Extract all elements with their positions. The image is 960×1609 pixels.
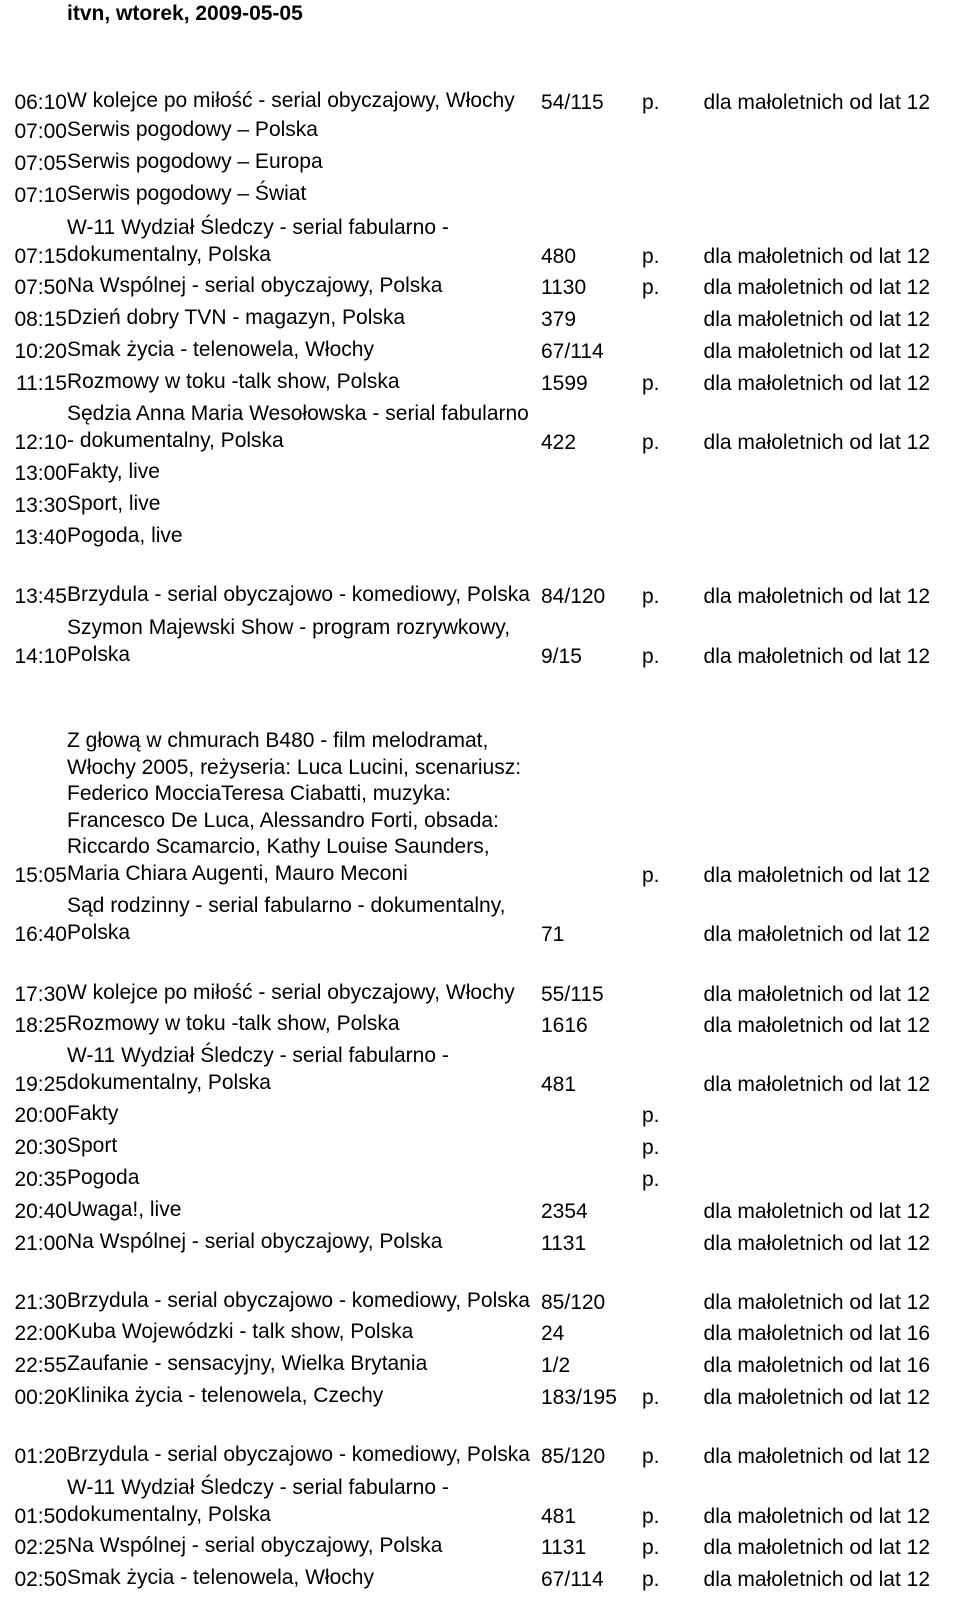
time-cell: 13:45 [14,585,67,608]
title-cell: W-11 Wydział Śledczy - serial fabularno - dokumentalny, Polska [67,1044,449,1094]
time-cell: 01:20 [14,1445,67,1468]
episode-cell: 379 [541,308,577,331]
episode-cell: 1/2 [541,1354,571,1377]
time-cell: 13:30 [14,494,67,517]
title-cell: Z głową w chmurach B480 - film melodramat, Włochy 2005, reżyseria: Luca Lucini, scenariusz: Federico MocciaTeresa Ciabatti, muzyka: Francesco De Luca, Alessandro Forti, obsada: Riccardo Scamarcio, Kathy Louise Saunders, Maria Chiara Augenti, Mauro Meconi [67,729,522,885]
title-cell: Sport, live [67,491,161,515]
title-cell: Klinika życia - telenowela, Czechy [67,1383,384,1407]
episode-cell: 24 [541,1322,565,1345]
title-cell: Serwis pogodowy – Polska [67,117,318,141]
time-cell: 07:10 [14,184,67,207]
table-row [0,1132,960,1159]
episode-cell: 481 [541,1505,577,1528]
title-cell: Dzień dobry TVN - magazyn, Polska [67,305,406,329]
table-row [0,1258,960,1314]
premiere-cell: p. [642,645,660,668]
table-row [0,1472,960,1528]
premiere-cell: p. [642,1445,660,1468]
episode-cell: 1131 [541,1232,587,1255]
time-cell: 13:00 [14,462,67,485]
premiere-cell: p. [642,245,660,268]
title-cell: Kuba Wojewódzki - talk show, Polska [67,1319,414,1343]
episode-cell: 9/15 [541,645,582,668]
premiere-cell: p. [642,1568,660,1591]
title-cell: Sąd rodzinny - serial fabularno - dokumentalny, Polska [67,894,506,944]
rating-cell: dla małoletnich od lat 16 [703,1354,930,1377]
time-cell: 20:30 [14,1136,67,1159]
title-cell: Fakty, live [67,459,160,483]
time-cell: 20:00 [14,1104,67,1127]
time-cell: 08:15 [14,308,67,331]
table-row [0,672,960,887]
premiere-cell: p. [642,276,660,299]
rating-cell: dla małoletnich od lat 12 [703,864,930,887]
title-cell: Rozmowy w toku -talk show, Polska [67,1011,400,1035]
episode-cell: 85/120 [541,1445,606,1468]
time-cell: 22:55 [14,1354,67,1377]
table-row [0,950,960,1006]
table-row [0,552,960,608]
title-cell: Sędzia Anna Maria Wesołowska - serial fabularno - dokumentalny, Polska [67,402,529,452]
episode-cell: 480 [541,245,577,268]
rating-cell: dla małoletnich od lat 12 [703,276,930,299]
rating-cell: dla małoletnich od lat 12 [703,1200,930,1223]
title-cell: Pogoda, live [67,523,183,547]
table-row [0,336,960,363]
episode-cell: 84/120 [541,585,606,608]
title-cell: W-11 Wydział Śledczy - serial fabularno - dokumentalny, Polska [67,1476,449,1526]
title-cell: Brzydula - serial obyczajowo - komediowy, Polska [67,582,530,606]
rating-cell: dla małoletnich od lat 12 [703,645,930,668]
time-cell: 14:10 [14,645,67,668]
rating-cell: dla małoletnich od lat 12 [703,1568,930,1591]
rating-cell: dla małoletnich od lat 12 [703,1291,930,1314]
time-cell: 20:35 [14,1168,67,1191]
episode-cell: 2354 [541,1200,588,1223]
rating-cell: dla małoletnich od lat 12 [703,1232,930,1255]
title-cell: W kolejce po miłość - serial obyczajowy, Włochy [67,980,515,1004]
rating-cell: dla małoletnich od lat 12 [703,923,930,946]
table-row [0,1318,960,1345]
table-row [0,116,960,143]
title-cell: Pogoda [67,1165,140,1189]
table-row [0,1100,960,1127]
episode-cell: 1616 [541,1014,588,1037]
time-cell: 21:30 [14,1291,67,1314]
rating-cell: dla małoletnich od lat 12 [703,340,930,363]
rating-cell: dla małoletnich od lat 12 [703,372,930,395]
table-row [0,368,960,395]
table-row [0,304,960,331]
rating-cell: dla małoletnich od lat 12 [703,1386,930,1409]
rating-cell: dla małoletnich od lat 12 [703,1445,930,1468]
rating-cell: dla małoletnich od lat 16 [703,1322,930,1345]
page-title: itvn, wtorek, 2009-05-05 [67,2,303,25]
title-cell: Sport [67,1133,118,1157]
time-cell: 21:00 [14,1232,67,1255]
title-cell: Uwaga!, live [67,1197,182,1221]
episode-cell: 54/115 [541,91,604,114]
table-row [0,1228,960,1255]
episode-cell: 67/114 [541,340,604,363]
rating-cell: dla małoletnich od lat 12 [703,1073,930,1096]
time-cell: 10:20 [14,340,67,363]
premiere-cell: p. [642,1536,660,1559]
time-cell: 07:15 [14,245,67,268]
premiere-cell: p. [642,431,660,454]
premiere-cell: p. [642,1505,660,1528]
table-row [0,1196,960,1223]
premiere-cell: p. [642,1104,660,1127]
title-cell: Brzydula - serial obyczajowo - komediowy, Polska [67,1288,530,1312]
table-row [0,212,960,268]
title-cell: W-11 Wydział Śledczy - serial fabularno - dokumentalny, Polska [67,216,449,266]
time-cell: 06:10 [14,91,67,114]
table-row [0,58,960,114]
table-row [0,1532,960,1559]
table-row [0,522,960,549]
premiere-cell: p. [642,372,660,395]
table-row [0,272,960,299]
time-cell: 13:40 [14,526,67,549]
table-row [0,1382,960,1409]
rating-cell: dla małoletnich od lat 12 [703,431,930,454]
rating-cell: dla małoletnich od lat 12 [703,983,930,1006]
title-cell: W kolejce po miłość - serial obyczajowy, Włochy [67,88,515,112]
table-row [0,1412,960,1468]
title-cell: Na Wspólnej - serial obyczajowy, Polska [67,1533,443,1557]
time-cell: 17:30 [14,983,67,1006]
time-cell: 12:10 [14,431,67,454]
table-row [0,458,960,485]
time-cell: 07:00 [14,120,67,143]
title-cell: Fakty [67,1101,119,1125]
episode-cell: 1130 [541,276,587,299]
premiere-cell: p. [642,1386,660,1409]
time-cell: 11:15 [16,372,67,395]
table-row [0,1164,960,1191]
time-cell: 07:50 [14,276,67,299]
title-cell: Brzydula - serial obyczajowo - komediowy, Polska [67,1442,530,1466]
episode-cell: 481 [541,1073,577,1096]
time-cell: 01:50 [14,1505,67,1528]
episode-cell: 1599 [541,372,588,395]
rating-cell: dla małoletnich od lat 12 [703,1505,930,1528]
episode-cell: 55/115 [541,983,604,1006]
table-row [0,890,960,946]
premiere-cell: p. [642,1136,660,1159]
premiere-cell: p. [642,91,660,114]
rating-cell: dla małoletnich od lat 12 [703,91,930,114]
premiere-cell: p. [642,1168,660,1191]
time-cell: 16:40 [14,923,67,946]
premiere-cell: p. [642,864,660,887]
title-cell: Na Wspólnej - serial obyczajowy, Polska [67,273,443,297]
title-cell: Smak życia - telenowela, Włochy [67,1565,374,1589]
table-row [0,1564,960,1591]
time-cell: 18:25 [14,1014,67,1037]
title-cell: Na Wspólnej - serial obyczajowy, Polska [67,1229,443,1253]
title-cell: Rozmowy w toku -talk show, Polska [67,369,400,393]
table-row [0,1040,960,1096]
table-row [0,612,960,668]
table-row [0,1350,960,1377]
time-cell: 02:25 [14,1536,67,1559]
time-cell: 02:50 [14,1568,67,1591]
title-cell: Serwis pogodowy – Świat [67,181,307,205]
premiere-cell: p. [642,585,660,608]
title-cell: Zaufanie - sensacyjny, Wielka Brytania [67,1351,428,1375]
table-row [0,1010,960,1037]
episode-cell: 67/114 [541,1568,604,1591]
episode-cell: 85/120 [541,1291,606,1314]
table-row [0,180,960,207]
time-cell: 22:00 [14,1322,67,1345]
rating-cell: dla małoletnich od lat 12 [703,1014,930,1037]
title-cell: Serwis pogodowy – Europa [67,149,323,173]
table-row [0,490,960,517]
table-row [0,398,960,454]
episode-cell: 1131 [541,1536,587,1559]
time-cell: 19:25 [14,1073,67,1096]
title-cell: Szymon Majewski Show - program rozrywkowy, Polska [67,616,511,666]
time-cell: 07:05 [14,152,67,175]
rating-cell: dla małoletnich od lat 12 [703,1536,930,1559]
time-cell: 15:05 [14,864,67,887]
episode-cell: 71 [541,923,565,946]
time-cell: 20:40 [14,1200,67,1223]
episode-cell: 422 [541,431,577,454]
episode-cell: 183/195 [541,1386,617,1409]
rating-cell: dla małoletnich od lat 12 [703,585,930,608]
rating-cell: dla małoletnich od lat 12 [703,245,930,268]
rating-cell: dla małoletnich od lat 12 [703,308,930,331]
table-row [0,148,960,175]
time-cell: 00:20 [14,1386,67,1409]
title-cell: Smak życia - telenowela, Włochy [67,337,374,361]
